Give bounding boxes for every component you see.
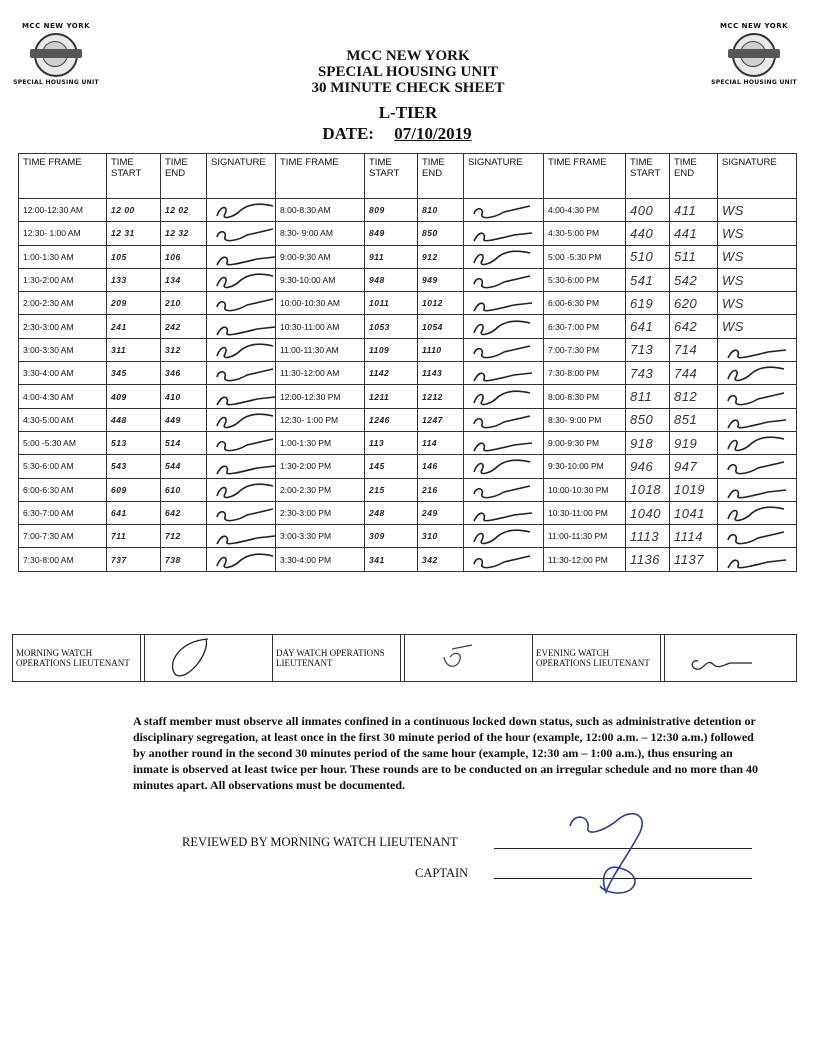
- morning-watch-signature[interactable]: [145, 635, 273, 682]
- time-end-cell[interactable]: 544: [161, 455, 207, 478]
- signature-cell[interactable]: [718, 362, 797, 385]
- time-end-cell[interactable]: 511: [670, 245, 718, 268]
- time-start-cell[interactable]: 345: [107, 362, 161, 385]
- signature-scribble-icon: [468, 480, 534, 500]
- col-header: TIME START: [626, 154, 670, 199]
- time-start-cell[interactable]: 215: [365, 478, 418, 501]
- time-end-cell[interactable]: 949: [418, 268, 464, 291]
- signature-cell[interactable]: [464, 315, 544, 338]
- signature-cell[interactable]: [464, 548, 544, 571]
- col-header: TIME FRAME: [19, 154, 107, 199]
- time-start-cell[interactable]: 713: [626, 338, 670, 361]
- table-row: [19, 245, 797, 268]
- time-end-cell[interactable]: 714: [670, 338, 718, 361]
- time-end-cell[interactable]: 850: [418, 222, 464, 245]
- signature-cell[interactable]: [464, 245, 544, 268]
- time-start-cell[interactable]: 1040: [626, 501, 670, 524]
- signature-cell[interactable]: WS: [718, 199, 797, 222]
- time-frame-cell: 8:00-8:30 PM: [544, 385, 626, 408]
- table-row: [19, 525, 797, 548]
- time-frame-cell: 9:30-10:00 AM: [276, 268, 365, 291]
- time-frame-cell: 3:30-4:00 PM: [276, 548, 365, 571]
- signature-scribble-icon: [468, 293, 534, 313]
- signature-scribble-icon: [468, 433, 534, 453]
- time-end-cell[interactable]: 342: [418, 548, 464, 571]
- signature-cell[interactable]: [464, 385, 544, 408]
- col-header: TIME FRAME: [544, 154, 626, 199]
- signature-scribble-icon: [722, 480, 788, 500]
- table-row: [19, 222, 797, 245]
- time-start-cell[interactable]: 248: [365, 501, 418, 524]
- time-start-cell[interactable]: 513: [107, 431, 161, 454]
- time-frame-cell: 11:00-11:30 AM: [276, 338, 365, 361]
- time-frame-cell: 4:00-4:30 AM: [19, 385, 107, 408]
- time-frame-cell: 9:00-9:30 PM: [544, 431, 626, 454]
- time-start-cell[interactable]: 400: [626, 199, 670, 222]
- time-start-cell[interactable]: 241: [107, 315, 161, 338]
- signature-scribble-icon: [468, 410, 534, 430]
- signature-cell[interactable]: WS: [718, 315, 797, 338]
- table-row: [19, 315, 797, 338]
- signature-scribble-icon: [722, 340, 788, 360]
- signature-cell[interactable]: [464, 362, 544, 385]
- signature-cell[interactable]: [464, 222, 544, 245]
- time-frame-cell: 9:00-9:30 AM: [276, 245, 365, 268]
- signature-cell[interactable]: WS: [718, 268, 797, 291]
- reviewed-by-label: REVIEWED BY MORNING WATCH LIEUTENANT: [182, 835, 458, 849]
- time-end-cell[interactable]: 12 32: [161, 222, 207, 245]
- time-frame-cell: 12:30- 1:00 PM: [276, 408, 365, 431]
- time-start-cell[interactable]: 1018: [626, 478, 670, 501]
- signature-scribble-icon: [468, 363, 534, 383]
- signature-cell[interactable]: [207, 292, 276, 315]
- col-header: SIGNATURE: [207, 154, 276, 199]
- signature-cell[interactable]: [464, 525, 544, 548]
- time-frame-cell: 3:30-4:00 AM: [19, 362, 107, 385]
- signature-cell[interactable]: [207, 455, 276, 478]
- signature-scribble-icon: [211, 247, 277, 267]
- signature-cell[interactable]: [207, 222, 276, 245]
- time-start-cell[interactable]: 1211: [365, 385, 418, 408]
- time-start-cell[interactable]: 619: [626, 292, 670, 315]
- time-frame-cell: 3:00-3:30 AM: [19, 338, 107, 361]
- time-start-cell[interactable]: 341: [365, 548, 418, 571]
- time-frame-cell: 6:30-7:00 PM: [544, 315, 626, 338]
- time-end-cell[interactable]: 738: [161, 548, 207, 571]
- day-watch-label: DAY WATCH OPERATIONS LIEUTENANT: [273, 635, 401, 682]
- time-frame-cell: 1:00-1:30 AM: [19, 245, 107, 268]
- time-end-cell[interactable]: 410: [161, 385, 207, 408]
- signature-scribble-icon: [468, 387, 534, 407]
- signature-scribble-icon: [468, 317, 534, 337]
- signature-cell[interactable]: [464, 455, 544, 478]
- table-row: [19, 548, 797, 571]
- signature-cell[interactable]: [207, 268, 276, 291]
- time-start-cell[interactable]: 946: [626, 455, 670, 478]
- time-end-cell[interactable]: 449: [161, 408, 207, 431]
- time-end-cell[interactable]: 310: [418, 525, 464, 548]
- signature-cell[interactable]: [207, 362, 276, 385]
- time-end-cell[interactable]: 411: [670, 199, 718, 222]
- time-start-cell[interactable]: 105: [107, 245, 161, 268]
- time-end-cell[interactable]: 712: [161, 525, 207, 548]
- signature-scribble-icon: [468, 550, 534, 570]
- time-frame-cell: 9:30-10:00 PM: [544, 455, 626, 478]
- time-start-cell[interactable]: 541: [626, 268, 670, 291]
- time-end-cell[interactable]: 642: [161, 501, 207, 524]
- signature-scribble-icon: [722, 550, 788, 570]
- sheet-name: 30 MINUTE CHECK SHEET: [311, 80, 505, 96]
- time-start-cell[interactable]: 543: [107, 455, 161, 478]
- time-end-cell[interactable]: 620: [670, 292, 718, 315]
- signature-scribble-icon: [211, 526, 277, 546]
- time-start-cell[interactable]: 911: [365, 245, 418, 268]
- signature-cell[interactable]: [207, 315, 276, 338]
- col-header: TIME END: [418, 154, 464, 199]
- time-end-cell[interactable]: 1019: [670, 478, 718, 501]
- signature-scribble-icon: [468, 340, 534, 360]
- time-end-cell[interactable]: 810: [418, 199, 464, 222]
- signature-scribble-icon: [468, 223, 534, 243]
- signature-scribble-icon: [211, 433, 277, 453]
- document-title: [0, 48, 816, 96]
- time-frame-cell: 12:00-12:30 AM: [19, 199, 107, 222]
- table-body: [19, 199, 797, 572]
- time-end-cell[interactable]: 912: [418, 245, 464, 268]
- time-start-cell[interactable]: 918: [626, 431, 670, 454]
- time-frame-cell: 11:00-11:30 PM: [544, 525, 626, 548]
- date-label: DATE:: [322, 124, 374, 143]
- signature-cell[interactable]: [464, 268, 544, 291]
- table-row: [19, 478, 797, 501]
- signature-cell[interactable]: [207, 245, 276, 268]
- signature-cell[interactable]: [718, 408, 797, 431]
- signature-cell[interactable]: [718, 548, 797, 571]
- time-frame-cell: 8:30- 9:00 AM: [276, 222, 365, 245]
- check-sheet-table: [18, 153, 797, 572]
- time-start-cell[interactable]: 1142: [365, 362, 418, 385]
- time-end-cell[interactable]: 610: [161, 478, 207, 501]
- col-header: TIME START: [107, 154, 161, 199]
- time-end-cell[interactable]: 1137: [670, 548, 718, 571]
- table-row: [19, 501, 797, 524]
- time-end-cell[interactable]: 114: [418, 431, 464, 454]
- signature-scribble-icon: [211, 293, 277, 313]
- signature-cell[interactable]: [207, 525, 276, 548]
- time-start-cell[interactable]: 850: [626, 408, 670, 431]
- signature-cell[interactable]: [464, 501, 544, 524]
- signature-cell[interactable]: [718, 501, 797, 524]
- time-start-cell[interactable]: 1136: [626, 548, 670, 571]
- time-frame-cell: 1:00-1:30 PM: [276, 431, 365, 454]
- time-start-cell[interactable]: 12 00: [107, 199, 161, 222]
- signature-cell[interactable]: [207, 478, 276, 501]
- table-row: [19, 408, 797, 431]
- time-end-cell[interactable]: 249: [418, 501, 464, 524]
- signature-scribble-icon: [722, 363, 788, 383]
- time-start-cell[interactable]: 133: [107, 268, 161, 291]
- time-frame-cell: 11:30-12:00 PM: [544, 548, 626, 571]
- time-frame-cell: 5:30-6:00 PM: [544, 268, 626, 291]
- table-row: [19, 431, 797, 454]
- time-frame-cell: 8:30- 9:00 PM: [544, 408, 626, 431]
- time-start-cell[interactable]: 440: [626, 222, 670, 245]
- time-end-cell[interactable]: 1041: [670, 501, 718, 524]
- time-end-cell[interactable]: 134: [161, 268, 207, 291]
- time-end-cell[interactable]: 1247: [418, 408, 464, 431]
- time-frame-cell: 10:00-10:30 PM: [544, 478, 626, 501]
- time-end-cell[interactable]: 441: [670, 222, 718, 245]
- evening-watch-label: EVENING WATCH OPERATIONS LIEUTENANT: [533, 635, 661, 682]
- time-start-cell[interactable]: 510: [626, 245, 670, 268]
- time-start-cell[interactable]: 145: [365, 455, 418, 478]
- signature-scribble-icon: [211, 503, 277, 523]
- signature-cell[interactable]: [464, 408, 544, 431]
- morning-watch-label: MORNING WATCH OPERATIONS LIEUTENANT: [13, 635, 141, 682]
- table-row: [19, 199, 797, 222]
- time-start-cell[interactable]: 737: [107, 548, 161, 571]
- signature-scribble-icon: [722, 410, 788, 430]
- signature-cell[interactable]: [718, 338, 797, 361]
- lieutenant-signoff-table: [12, 634, 797, 682]
- time-start-cell[interactable]: 811: [626, 385, 670, 408]
- time-start-cell[interactable]: 311: [107, 338, 161, 361]
- logo-top-text: MCC NEW YORK: [21, 22, 91, 30]
- time-end-cell[interactable]: 242: [161, 315, 207, 338]
- time-start-cell[interactable]: 409: [107, 385, 161, 408]
- col-header: TIME FRAME: [276, 154, 365, 199]
- time-start-cell[interactable]: 641: [107, 501, 161, 524]
- time-start-cell[interactable]: 1113: [626, 525, 670, 548]
- signature-scribble-icon: [468, 526, 534, 546]
- table-row: [19, 338, 797, 361]
- time-frame-cell: 2:00-2:30 PM: [276, 478, 365, 501]
- time-end-cell[interactable]: 1143: [418, 362, 464, 385]
- time-end-cell[interactable]: 346: [161, 362, 207, 385]
- time-end-cell[interactable]: 812: [670, 385, 718, 408]
- signature-scribble-icon: [722, 503, 788, 523]
- table-row: [19, 292, 797, 315]
- time-start-cell[interactable]: 209: [107, 292, 161, 315]
- col-header: TIME START: [365, 154, 418, 199]
- time-frame-cell: 11:30-12:00 AM: [276, 362, 365, 385]
- time-frame-cell: 5:00 -5:30 AM: [19, 431, 107, 454]
- time-end-cell[interactable]: 1110: [418, 338, 464, 361]
- tier-label: L-TIER: [378, 103, 438, 122]
- time-start-cell[interactable]: 609: [107, 478, 161, 501]
- time-start-cell[interactable]: 1109: [365, 338, 418, 361]
- time-frame-cell: 10:30-11:00 AM: [276, 315, 365, 338]
- evening-watch-signature[interactable]: [665, 635, 797, 682]
- signature-cell[interactable]: WS: [718, 222, 797, 245]
- time-start-cell[interactable]: 641: [626, 315, 670, 338]
- time-frame-cell: 2:00-2:30 AM: [19, 292, 107, 315]
- time-frame-cell: 3:00-3:30 PM: [276, 525, 365, 548]
- time-end-cell[interactable]: 744: [670, 362, 718, 385]
- time-frame-cell: 6:30-7:00 AM: [19, 501, 107, 524]
- signature-scribble-icon: [468, 270, 534, 290]
- captain-label: CAPTAIN: [415, 866, 469, 880]
- time-start-cell[interactable]: 849: [365, 222, 418, 245]
- time-start-cell[interactable]: 809: [365, 199, 418, 222]
- time-end-cell[interactable]: 1012: [418, 292, 464, 315]
- signature-cell[interactable]: [207, 385, 276, 408]
- signature-scribble-icon: [468, 247, 534, 267]
- time-start-cell[interactable]: 743: [626, 362, 670, 385]
- time-frame-cell: 6:00-6:30 PM: [544, 292, 626, 315]
- col-header: TIME END: [670, 154, 718, 199]
- signature-cell[interactable]: [207, 408, 276, 431]
- signature-scribble-icon: [211, 270, 277, 290]
- captain-signature-icon: [560, 806, 670, 902]
- signature-scribble-icon: [722, 526, 788, 546]
- signature-scribble-icon: [211, 456, 277, 476]
- signature-scribble-icon: [468, 200, 534, 220]
- signature-icon: [148, 635, 268, 679]
- signature-scribble-icon: [722, 433, 788, 453]
- table-row: [19, 268, 797, 291]
- day-watch-signature[interactable]: [405, 635, 533, 682]
- signature-scribble-icon: [211, 223, 277, 243]
- signature-scribble-icon: [468, 456, 534, 476]
- time-end-cell[interactable]: 542: [670, 268, 718, 291]
- logo-bottom-text: SPECIAL HOUSING UNIT: [13, 79, 99, 86]
- time-frame-cell: 4:30-5:00 AM: [19, 408, 107, 431]
- time-end-cell[interactable]: 210: [161, 292, 207, 315]
- time-start-cell[interactable]: 12 31: [107, 222, 161, 245]
- facility-name: MCC NEW YORK: [346, 48, 470, 64]
- time-frame-cell: 1:30-2:00 PM: [276, 455, 365, 478]
- time-frame-cell: 6:00-6:30 AM: [19, 478, 107, 501]
- time-frame-cell: 2:30-3:00 PM: [276, 501, 365, 524]
- signature-cell[interactable]: [718, 385, 797, 408]
- logo-top-text: MCC NEW YORK: [719, 22, 789, 30]
- signature-scribble-icon: [211, 550, 277, 570]
- signature-scribble-icon: [211, 317, 277, 337]
- signature-scribble-icon: [211, 200, 277, 220]
- signature-cell[interactable]: [464, 292, 544, 315]
- signature-scribble-icon: [211, 480, 277, 500]
- table-row: [19, 362, 797, 385]
- time-end-cell[interactable]: 642: [670, 315, 718, 338]
- time-frame-cell: 4:30-5:00 PM: [544, 222, 626, 245]
- time-end-cell[interactable]: 106: [161, 245, 207, 268]
- time-end-cell[interactable]: 1054: [418, 315, 464, 338]
- time-start-cell[interactable]: 113: [365, 431, 418, 454]
- time-end-cell[interactable]: 1212: [418, 385, 464, 408]
- time-frame-cell: 7:30-8:00 AM: [19, 548, 107, 571]
- time-end-cell[interactable]: 851: [670, 408, 718, 431]
- time-start-cell[interactable]: 1246: [365, 408, 418, 431]
- time-frame-cell: 4:00-4:30 PM: [544, 199, 626, 222]
- logo-bottom-text: SPECIAL HOUSING UNIT: [711, 79, 797, 86]
- signature-cell[interactable]: [207, 548, 276, 571]
- signature-cell[interactable]: [207, 199, 276, 222]
- signature-cell[interactable]: WS: [718, 292, 797, 315]
- unit-name: SPECIAL HOUSING UNIT: [317, 64, 499, 80]
- time-end-cell[interactable]: 312: [161, 338, 207, 361]
- time-frame-cell: 7:00-7:30 AM: [19, 525, 107, 548]
- date-line: [0, 124, 816, 144]
- time-frame-cell: 5:30-6:00 AM: [19, 455, 107, 478]
- signature-cell[interactable]: [718, 478, 797, 501]
- signature-scribble-icon: [468, 503, 534, 523]
- signature-scribble-icon: [211, 340, 277, 360]
- time-frame-cell: 10:30-11:00 PM: [544, 501, 626, 524]
- time-frame-cell: 12:30- 1:00 AM: [19, 222, 107, 245]
- signature-scribble-icon: [211, 387, 277, 407]
- signature-cell[interactable]: [718, 431, 797, 454]
- time-start-cell[interactable]: 711: [107, 525, 161, 548]
- time-end-cell[interactable]: 947: [670, 455, 718, 478]
- time-start-cell[interactable]: 948: [365, 268, 418, 291]
- time-frame-cell: 7:30-8:00 PM: [544, 362, 626, 385]
- signature-scribble-icon: [722, 387, 788, 407]
- time-start-cell[interactable]: 448: [107, 408, 161, 431]
- signature-icon: [408, 635, 528, 679]
- signature-cell[interactable]: [464, 199, 544, 222]
- col-header: SIGNATURE: [464, 154, 544, 199]
- signature-cell[interactable]: [207, 338, 276, 361]
- time-frame-cell: 12:00-12:30 PM: [276, 385, 365, 408]
- policy-paragraph: A staff member must observe all inmates confined in a continuous locked down status, such as administrative detention or disciplinary segregation, at least once in the first 30 minute period of the hour (example, 12:00 a.m. – 12:30 a.m.) followed by another round in the second 30 minutes period of the same hour (example, 12:30 am – 1:00 a.m.), thus ensuring an inmate is observed at least twice per hour. These rounds are to be conducted on an irregular schedule and no more than 40 minutes apart. All observations must be documented.: [133, 714, 759, 792]
- signature-cell[interactable]: [464, 478, 544, 501]
- signature-cell[interactable]: [464, 338, 544, 361]
- time-frame-cell: 5:00 -5:30 PM: [544, 245, 626, 268]
- col-header: SIGNATURE: [718, 154, 797, 199]
- table-row: [19, 455, 797, 478]
- time-end-cell[interactable]: 216: [418, 478, 464, 501]
- signature-cell[interactable]: [207, 431, 276, 454]
- time-end-cell[interactable]: 919: [670, 431, 718, 454]
- time-end-cell[interactable]: 514: [161, 431, 207, 454]
- time-start-cell[interactable]: 309: [365, 525, 418, 548]
- signature-scribble-icon: [722, 456, 788, 476]
- signature-cell[interactable]: [464, 431, 544, 454]
- col-header: TIME END: [161, 154, 207, 199]
- signature-scribble-icon: [211, 363, 277, 383]
- signature-cell[interactable]: [718, 525, 797, 548]
- time-frame-cell: 10:00-10:30 AM: [276, 292, 365, 315]
- signature-icon: [668, 635, 792, 679]
- signature-cell[interactable]: WS: [718, 245, 797, 268]
- time-frame-cell: 2:30-3:00 AM: [19, 315, 107, 338]
- date-value: 07/10/2019: [394, 124, 472, 143]
- signature-cell[interactable]: [718, 455, 797, 478]
- time-frame-cell: 7:00-7:30 PM: [544, 338, 626, 361]
- time-start-cell[interactable]: 1011: [365, 292, 418, 315]
- time-start-cell[interactable]: 1053: [365, 315, 418, 338]
- time-end-cell[interactable]: 146: [418, 455, 464, 478]
- table-header-row: [19, 154, 797, 199]
- time-end-cell[interactable]: 1114: [670, 525, 718, 548]
- signature-cell[interactable]: [207, 501, 276, 524]
- signature-scribble-icon: [211, 410, 277, 430]
- time-frame-cell: 1:30-2:00 AM: [19, 268, 107, 291]
- time-frame-cell: 8:00-8:30 AM: [276, 199, 365, 222]
- time-end-cell[interactable]: 12 02: [161, 199, 207, 222]
- table-row: [19, 385, 797, 408]
